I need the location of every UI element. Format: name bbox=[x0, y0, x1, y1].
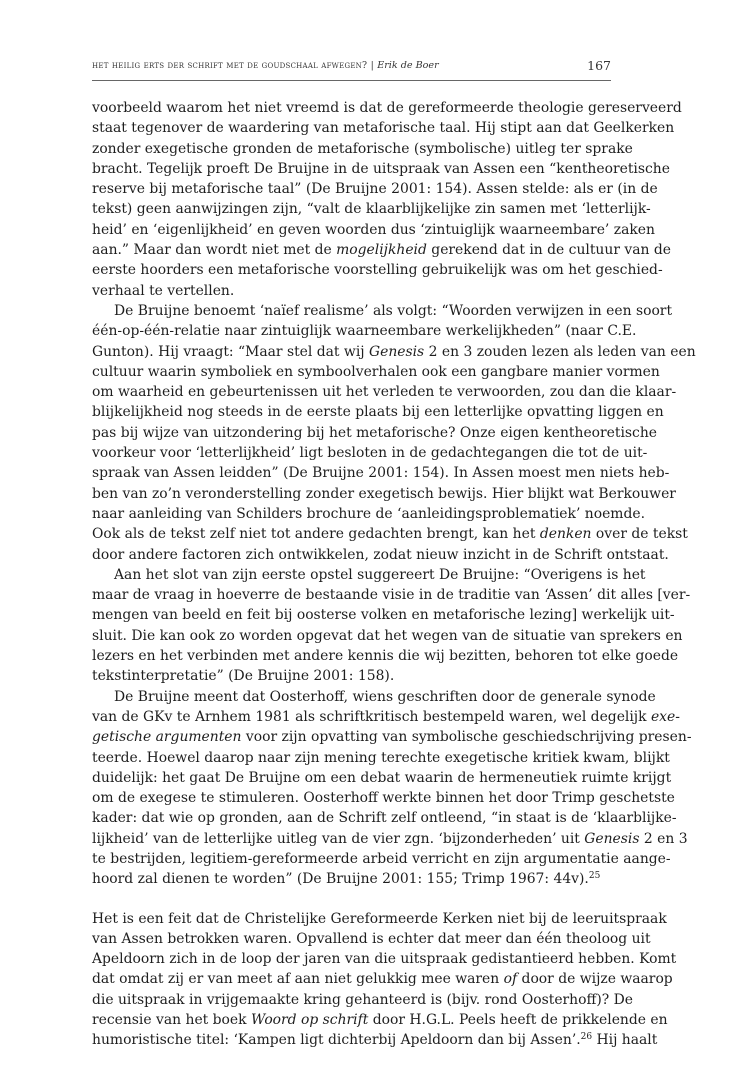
line-text: lezers en het verbinden met andere kennis die wij bezitten, behoren tot elke goede bbox=[92, 648, 679, 665]
text-line bbox=[92, 423, 657, 443]
text-line bbox=[92, 98, 682, 118]
text-line bbox=[92, 626, 683, 646]
text-line bbox=[92, 342, 696, 362]
text-line bbox=[92, 301, 673, 321]
line-text: om waarheid en gebeurtenissen uit het verleden te verwoorden, zou dan die klaar- bbox=[92, 384, 677, 401]
text-line bbox=[92, 808, 677, 828]
text-line bbox=[92, 929, 651, 949]
text-line bbox=[92, 849, 671, 869]
line-text: heid’ en ‘eigenlijkheid’ en geven woorden dus ‘zintuiglijk waarneembare’ zaken bbox=[92, 221, 655, 238]
text-line bbox=[92, 646, 679, 666]
text-line bbox=[92, 585, 691, 605]
line-text: die uitspraak in vrijgemaakte kring gehanteerd is (bijv. rond Oosterhoff)? De bbox=[92, 991, 634, 1008]
line-text: sluit. Die kan ook zo worden opgevat dat het wegen van de situatie van sprekers en bbox=[92, 627, 683, 644]
text-line bbox=[92, 382, 677, 402]
line-text: cultuur waarin symboliek en symboolverhalen ook een gangbare manier vormen bbox=[92, 363, 660, 380]
text-line bbox=[92, 321, 637, 341]
line-text: gerekend dat in de cultuur van de bbox=[426, 242, 671, 259]
line-text: voor zijn opvatting van symbolische geschiedschrijving presen- bbox=[241, 729, 692, 746]
text-line bbox=[92, 402, 664, 422]
text-line bbox=[92, 565, 646, 585]
text-line bbox=[92, 1010, 668, 1030]
line-text: Ook als de tekst zelf niet tot andere gedachten brengt, kan het bbox=[92, 526, 540, 543]
line-text: blijkelijkheid nog steeds in de eerste plaats bij een letterlijke opvatting liggen en bbox=[92, 404, 664, 421]
text-line bbox=[92, 463, 670, 483]
text-line bbox=[92, 362, 660, 382]
text-line bbox=[92, 788, 675, 808]
italic-text: denken bbox=[539, 526, 592, 543]
header-rule bbox=[92, 80, 611, 81]
italic-text: getische argumenten bbox=[92, 729, 242, 746]
line-text: spraak van Assen leidden” (De Bruijne 2001: 154). In Assen moest men niets heb- bbox=[92, 465, 670, 482]
line-text: tekst) geen aanwijzingen zijn, “valt de klaarblijkelijke zin samen met ‘letterlijk- bbox=[92, 201, 651, 218]
italic-text: exe- bbox=[650, 708, 680, 725]
line-text: van de GKv te Arnhem 1981 als schriftkritisch bestempeld waren, wel degelijk bbox=[92, 708, 651, 725]
page-number: 167 bbox=[587, 58, 611, 73]
italic-text: mogelijkheid bbox=[336, 242, 427, 259]
line-text: mengen van beeld en feit bij oosterse volken en metaforische lezing] werkelijk uit- bbox=[92, 607, 675, 624]
line-text: Aan het slot van zijn eerste opstel suggereert De Bruijne: “Overigens is het bbox=[114, 566, 646, 583]
line-text: te bestrijden, legitiem-gereformeerde arbeid verricht en zijn argumentatie aange- bbox=[92, 850, 671, 867]
text-line bbox=[92, 829, 688, 849]
line-text: teerde. Hoewel daarop naar zijn mening terechte exegetische kritiek kwam, blijkt bbox=[92, 749, 670, 766]
line-text: naar aanleiding van Schilders brochure de ‘aanleidingsproblematiek’ noemde. bbox=[92, 505, 646, 522]
line-text: duidelijk: het gaat De Bruijne om een debat waarin de hermeneutiek ruimte krijgt bbox=[92, 769, 672, 786]
italic-text: Woord op schrift bbox=[250, 1012, 369, 1029]
text-line bbox=[92, 484, 676, 504]
line-text: Het is een feit dat de Christelijke Gereformeerde Kerken niet bij de leeruitspraak bbox=[92, 910, 667, 927]
running-head-separator: | bbox=[367, 60, 378, 71]
line-text: aan.” Maar dan wordt niet met de bbox=[92, 242, 337, 259]
line-text: door de wijze waarop bbox=[517, 971, 673, 988]
text-line bbox=[92, 768, 672, 788]
line-text: bracht. Tegelijk proeft De Bruijne in de uitspraak van Assen een “kentheoretische bbox=[92, 160, 670, 177]
line-text: maar de vraag in hoeverre de bestaande visie in de traditie van ‘Assen’ dit alles [ver- bbox=[92, 587, 691, 604]
line-text: 2 en 3 zouden lezen als leden van een bbox=[424, 343, 696, 360]
italic-text: Genesis bbox=[369, 343, 425, 360]
text-line bbox=[92, 260, 663, 280]
line-text: verhaal te vertellen. bbox=[92, 282, 235, 299]
body-text bbox=[92, 98, 696, 1051]
text-line bbox=[92, 118, 675, 138]
italic-text: Genesis bbox=[584, 830, 640, 847]
article-title: het heilig erts der schrift met de goudschaal afwegen? bbox=[92, 60, 368, 71]
text-line bbox=[92, 179, 658, 199]
text-line bbox=[92, 139, 633, 159]
line-text: door H.G.L. Peels heeft de prikkelende en bbox=[368, 1012, 668, 1029]
text-line bbox=[92, 605, 675, 625]
running-head bbox=[92, 58, 611, 74]
text-line bbox=[92, 220, 655, 240]
line-text: voorbeeld waarom het niet vreemd is dat de gereformeerde theologie gereserveerd bbox=[92, 100, 682, 116]
text-line bbox=[92, 727, 692, 747]
text-line bbox=[92, 443, 648, 463]
line-text: lijkheid’ van de letterlijke uitleg van de vier zgn. ‘bijzonderheden’ uit bbox=[92, 830, 585, 847]
line-text: om de exegese te stimuleren. Oosterhoff werkte binnen het door Trimp geschetste bbox=[92, 790, 675, 807]
line-text: Gunton). Hij vraagt: “Maar stel dat wij bbox=[92, 343, 369, 360]
line-text: Hij haalt bbox=[592, 1032, 658, 1049]
line-text: van Assen betrokken waren. Opvallend is echter dat meer dan één theoloog uit bbox=[92, 930, 651, 947]
line-text: hoord zal dienen te worden” (De Bruijne 2001: 155; Trimp 1967: 44v). bbox=[92, 871, 589, 888]
text-line bbox=[92, 281, 611, 301]
article-author: Erik de Boer bbox=[377, 60, 439, 71]
line-text: tekstinterpretatie” (De Bruijne 2001: 158). bbox=[92, 668, 395, 685]
text-line bbox=[92, 969, 673, 989]
footnote-marker: 26 bbox=[580, 1032, 593, 1043]
text-line bbox=[92, 949, 677, 969]
line-text: Apeldoorn zich in de loop der jaren van die uitspraak gedistantieerd hebben. Komt bbox=[92, 951, 677, 968]
text-line bbox=[92, 545, 669, 565]
line-text: over de tekst bbox=[591, 526, 688, 543]
line-text: staat tegenover de waardering van metaforische taal. Hij stipt aan dat Geelkerken bbox=[92, 120, 675, 137]
text-line bbox=[92, 1030, 658, 1050]
text-line bbox=[92, 909, 667, 929]
line-text: 2 en 3 bbox=[639, 830, 688, 847]
text-line bbox=[92, 240, 671, 260]
line-text: voorkeur voor ‘letterlijkheid’ ligt besloten in de gedachtegangen die tot de uit- bbox=[92, 445, 648, 462]
text-line bbox=[92, 748, 670, 768]
line-text: zonder exegetische gronden de metaforische (symbolische) uitleg ter sprake bbox=[92, 140, 633, 157]
text-line bbox=[92, 159, 670, 179]
text-line bbox=[92, 687, 656, 707]
line-text: reserve bij metaforische taal” (De Bruijne 2001: 154). Assen stelde: als er (in de bbox=[92, 181, 658, 198]
line-text: recensie van het boek bbox=[92, 1012, 251, 1029]
text-line bbox=[92, 990, 634, 1010]
text-line bbox=[92, 707, 680, 727]
italic-text: of bbox=[503, 971, 518, 988]
line-text: dat omdat zij er van meet af aan niet gelukkig mee waren bbox=[92, 971, 504, 988]
line-text: pas bij wijze van uitzondering bij het metaforische? Onze eigen kentheoretische bbox=[92, 424, 657, 441]
line-text: eerste hoorders een metaforische voorstelling gebruikelijk was om het geschied- bbox=[92, 262, 663, 279]
line-text: ben van zo’n veronderstelling zonder exegetisch bewijs. Hier blijkt wat Berkouwer bbox=[92, 485, 676, 502]
text-line bbox=[92, 199, 651, 219]
text-line bbox=[92, 524, 688, 544]
line-text: De Bruijne meent dat Oosterhoff, wiens geschriften door de generale synode bbox=[114, 688, 656, 705]
line-text: De Bruijne benoemt ‘naïef realisme’ als volgt: “Woorden verwijzen in een soort bbox=[114, 302, 673, 319]
footnote-marker: 25 bbox=[588, 871, 601, 882]
text-line bbox=[92, 666, 611, 686]
line-text: kader: dat wie op gronden, aan de Schrift zelf ontleend, “in staat is de ‘klaarblijke- bbox=[92, 810, 677, 827]
line-text: één-op-één-relatie naar zintuiglijk waarneembare werkelijkheden” (naar C.E. bbox=[92, 323, 637, 340]
text-line bbox=[92, 869, 611, 889]
line-text: door andere factoren zich ontwikkelen, zodat nieuw inzicht in de Schrift ontstaat. bbox=[92, 546, 669, 563]
line-text: humoristische titel: ‘Kampen ligt dichterbij Apeldoorn dan bij Assen’. bbox=[92, 1032, 581, 1049]
text-line bbox=[92, 504, 646, 524]
running-head-title bbox=[92, 60, 439, 71]
